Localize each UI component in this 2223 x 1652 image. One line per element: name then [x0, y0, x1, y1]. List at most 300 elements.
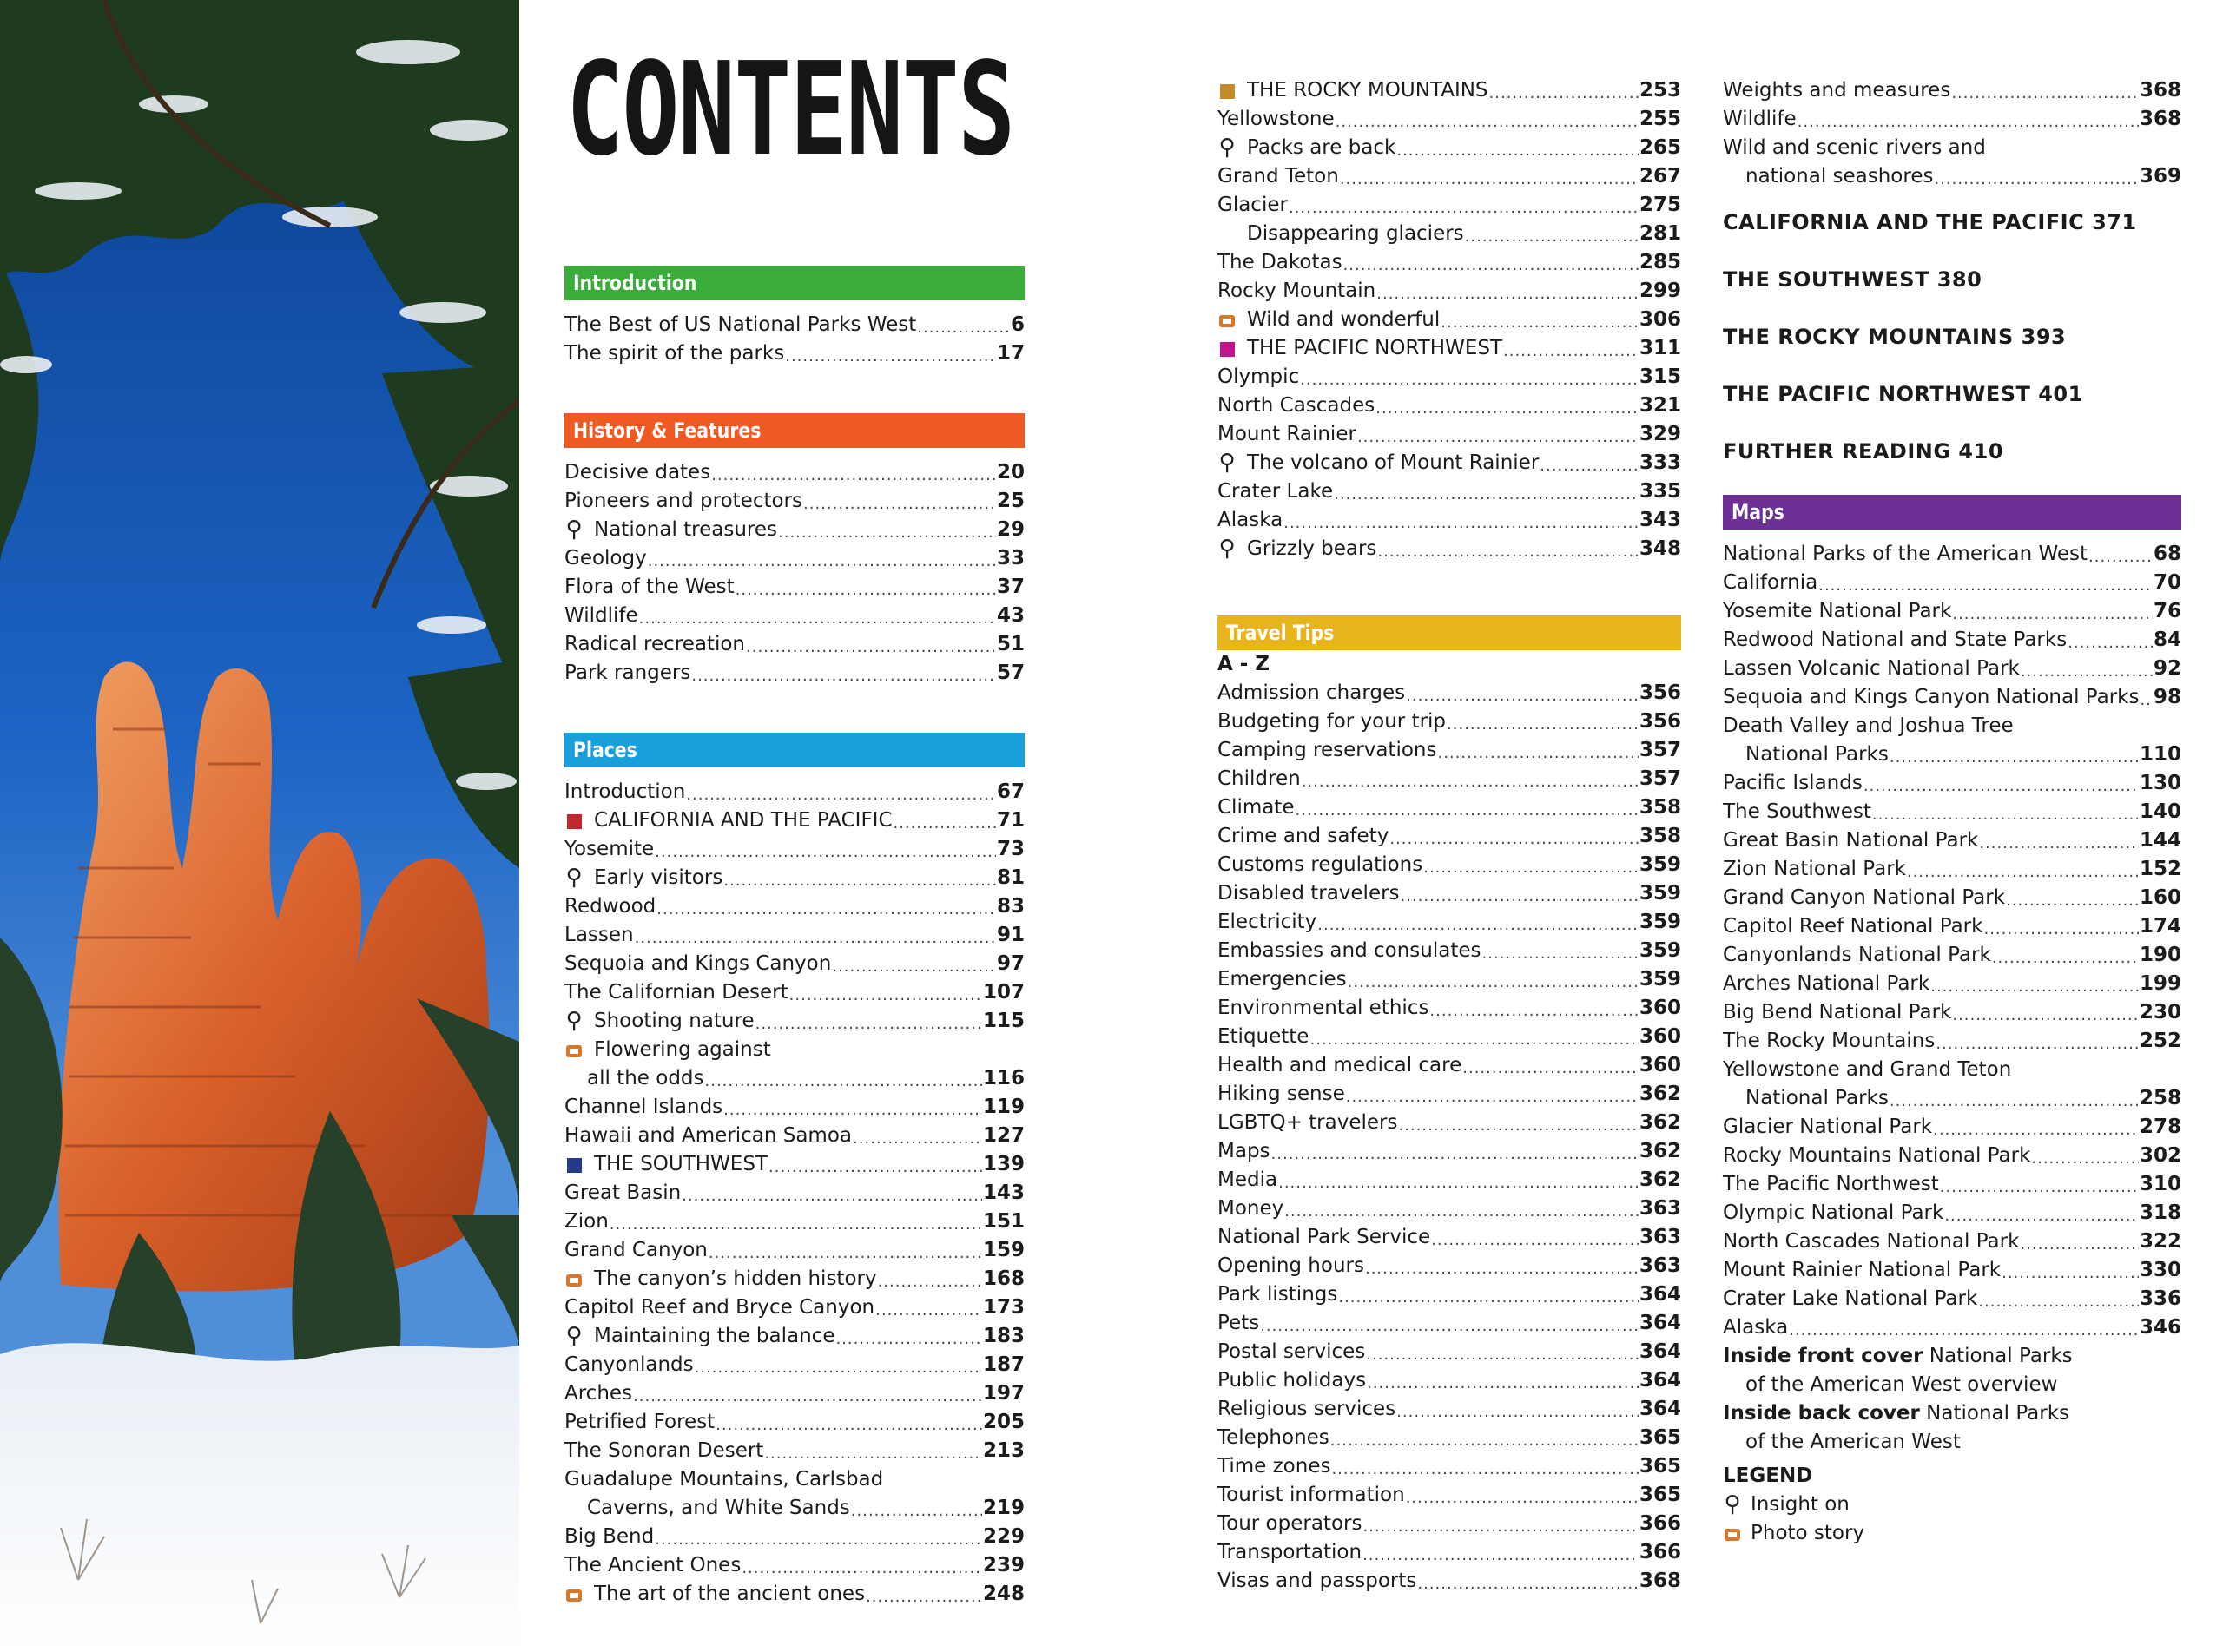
- toc-entry-title: Emergencies: [1217, 968, 1347, 991]
- toc-entry-title: Big Bend National Park: [1723, 1001, 1952, 1023]
- toc-entry[interactable]: [1217, 1510, 1681, 1538]
- toc-entry-page: 6: [1010, 313, 1025, 336]
- legend-item: [1723, 1491, 2181, 1519]
- toc-entry-title: National treasures: [594, 518, 778, 541]
- toc-entry[interactable]: [564, 950, 1025, 978]
- toc-entry-page: 369: [2139, 165, 2181, 188]
- dot-leader: [1362, 1516, 1639, 1538]
- toc-entry[interactable]: [1217, 477, 1681, 506]
- dot-leader: [1338, 1287, 1639, 1309]
- toc-entry[interactable]: [564, 1293, 1025, 1322]
- toc-entry[interactable]: [1723, 1027, 2181, 1056]
- region-square-icon: [1217, 334, 1237, 363]
- toc-entry[interactable]: [1217, 1252, 1681, 1280]
- toc-entry-title: Capitol Reef National Park: [1723, 915, 1983, 938]
- cover-map-label: Inside back cover: [1723, 1402, 1920, 1425]
- dot-leader: [1309, 1029, 1639, 1051]
- toc-entry-page: 83: [996, 895, 1025, 918]
- toc-entry-title: Arches: [564, 1382, 633, 1405]
- toc-entry-page: 17: [996, 342, 1025, 365]
- toc-entry-page: 160: [2139, 886, 2181, 909]
- toc-entry[interactable]: [1723, 683, 2181, 712]
- toc-entry-title: The canyon’s hidden history: [594, 1267, 877, 1290]
- toc-entry-page: 368: [2139, 79, 2181, 102]
- dot-leader: [1503, 340, 1639, 363]
- toc-entry-title: Zion National Park: [1723, 858, 1906, 880]
- toc-entry-title: Tour operators: [1217, 1512, 1362, 1535]
- toc-entry[interactable]: [1217, 1080, 1681, 1109]
- toc-entry[interactable]: [564, 1322, 1025, 1351]
- toc-entry[interactable]: [1217, 506, 1681, 535]
- toc-entry-title: Park listings: [1217, 1283, 1338, 1306]
- toc-entry[interactable]: [1217, 1452, 1681, 1481]
- toc-entry[interactable]: [1723, 1084, 2181, 1113]
- toc-entry-page: 364: [1639, 1398, 1681, 1420]
- toc-entry[interactable]: [564, 1379, 1025, 1408]
- toc-entry[interactable]: [1217, 679, 1681, 708]
- dot-leader: [1437, 742, 1639, 765]
- dot-leader: [691, 665, 996, 688]
- toc-entry-title: National Parks of the American West: [1723, 543, 2088, 565]
- dot-leader: [1284, 1201, 1639, 1223]
- toc-entry-title: Mount Rainier National Park: [1723, 1259, 2002, 1281]
- toc-entry-page: 321: [1639, 394, 1681, 417]
- toc-entry-page: 199: [2139, 972, 2181, 995]
- toc-entry[interactable]: [1217, 105, 1681, 134]
- toc-entry[interactable]: [564, 1007, 1025, 1036]
- toc-entry-page: 299: [1639, 280, 1681, 302]
- toc-entry[interactable]: [1723, 826, 2181, 855]
- toc-entry[interactable]: [1217, 1280, 1681, 1309]
- toc-entry-title: Wild and wonderful: [1247, 308, 1441, 331]
- dot-leader: [1863, 775, 2139, 798]
- toc-entry[interactable]: [1217, 1338, 1681, 1366]
- toc-entry[interactable]: [564, 806, 1025, 835]
- dot-leader: [1540, 455, 1639, 477]
- toc-entry-title: The Ancient Ones: [564, 1554, 742, 1576]
- cover-photo: [0, 0, 519, 1652]
- contents-column-2: [1217, 76, 1681, 1596]
- magnifier-icon: ⚲: [1218, 536, 1236, 562]
- toc-entry[interactable]: [1723, 162, 2181, 191]
- toc-entry-title: THE PACIFIC NORTHWEST: [1247, 337, 1503, 359]
- toc-entry-title: Maps: [1217, 1140, 1270, 1162]
- toc-entry[interactable]: [1217, 191, 1681, 220]
- toc-entry-title: Pacific Islands: [1723, 772, 1863, 794]
- toc-entry-title: Media: [1217, 1168, 1278, 1191]
- toc-entry[interactable]: [1217, 392, 1681, 420]
- toc-entry[interactable]: [564, 1036, 1025, 1064]
- cover-map-entry[interactable]: [1723, 1399, 2181, 1428]
- dot-leader: [716, 1414, 982, 1437]
- toc-entry[interactable]: [1723, 884, 2181, 912]
- toc-entry-title: Admission charges: [1217, 681, 1406, 704]
- toc-entry[interactable]: [1217, 1395, 1681, 1424]
- toc-entry-title: Rocky Mountains National Park: [1723, 1144, 2031, 1167]
- dot-leader: [1278, 1172, 1639, 1195]
- toc-entry-page: 311: [1639, 337, 1681, 359]
- toc-entry-title: national seashores: [1745, 165, 1934, 188]
- dot-leader: [1331, 1458, 1639, 1481]
- toc-entry[interactable]: [564, 1093, 1025, 1122]
- dot-leader: [1872, 804, 2139, 826]
- toc-entry[interactable]: [564, 544, 1025, 573]
- dot-leader: [1431, 1229, 1639, 1252]
- toc-entry-page: 173: [982, 1296, 1025, 1319]
- dot-leader: [1271, 1143, 1639, 1166]
- toc-entry-page: 281: [1639, 222, 1681, 245]
- dot-leader: [1423, 857, 1639, 879]
- cover-map-title: National Parks: [1923, 1345, 2073, 1367]
- dot-leader: [917, 317, 1010, 339]
- toc-entry[interactable]: [564, 573, 1025, 602]
- toc-entry-title: Great Basin: [564, 1181, 682, 1204]
- toc-entry[interactable]: [564, 1351, 1025, 1379]
- dot-leader: [894, 813, 996, 835]
- toc-entry-page: 335: [1639, 480, 1681, 503]
- magnifier-icon: ⚲: [1724, 1491, 1741, 1517]
- toc-entry-page: 329: [1639, 423, 1681, 445]
- toc-entry-title: Sequoia and Kings Canyon: [564, 952, 832, 975]
- toc-entry[interactable]: [564, 1494, 1025, 1523]
- toc-entry-page: 362: [1639, 1111, 1681, 1134]
- toc-entry[interactable]: [564, 835, 1025, 864]
- toc-entry[interactable]: [564, 659, 1025, 688]
- toc-entry[interactable]: [1217, 793, 1681, 822]
- toc-entry-title: CALIFORNIA AND THE PACIFIC: [594, 809, 893, 832]
- toc-entry[interactable]: [1217, 1567, 1681, 1596]
- toc-entry[interactable]: [564, 978, 1025, 1007]
- toc-entry[interactable]: [1723, 626, 2181, 655]
- toc-entry[interactable]: [564, 778, 1025, 806]
- dot-leader: [746, 636, 996, 659]
- toc-entry[interactable]: [1217, 1023, 1681, 1051]
- toc-entry[interactable]: [1217, 1366, 1681, 1395]
- toc-entry[interactable]: [1723, 970, 2181, 998]
- toc-entry-title: Hawaii and American Samoa: [564, 1124, 852, 1147]
- toc-entry-title: Wild and scenic rivers and: [1723, 136, 1986, 159]
- toc-entry-title: Embassies and consulates: [1217, 939, 1481, 962]
- toc-entry[interactable]: [1723, 1285, 2181, 1313]
- page-title: CONTENTS: [566, 35, 1014, 184]
- region-square-icon: [564, 1150, 584, 1179]
- toc-entry[interactable]: [1217, 1137, 1681, 1166]
- region-square-icon: [1217, 76, 1237, 105]
- toc-entry[interactable]: [1217, 937, 1681, 965]
- toc-entry[interactable]: [1217, 1109, 1681, 1137]
- toc-entry[interactable]: [1723, 1113, 2181, 1142]
- toc-entry[interactable]: [1723, 941, 2181, 970]
- toc-entry[interactable]: [564, 921, 1025, 950]
- cover-map-title: National Parks: [1919, 1402, 2070, 1425]
- toc-entry[interactable]: [1723, 105, 2181, 134]
- toc-entry-title: The Best of US National Parks West: [564, 313, 917, 336]
- toc-entry-page: 364: [1639, 1369, 1681, 1392]
- dot-leader: [1396, 1401, 1639, 1424]
- dot-leader: [832, 956, 996, 978]
- toc-entry[interactable]: [1723, 769, 2181, 798]
- toc-entry-page: 358: [1639, 796, 1681, 819]
- further-section-link[interactable]: THE ROCKY MOUNTAINS 393: [1723, 325, 2067, 349]
- toc-entry-page: 363: [1639, 1226, 1681, 1248]
- toc-entry[interactable]: [564, 1551, 1025, 1580]
- toc-entry-title: Maintaining the balance: [594, 1325, 835, 1347]
- toc-entry[interactable]: [1217, 363, 1681, 392]
- toc-entry-page: 362: [1639, 1140, 1681, 1162]
- toc-entry-title: Radical recreation: [564, 633, 745, 655]
- dot-leader: [1377, 541, 1639, 563]
- toc-entry-title: The Southwest: [1723, 800, 1871, 823]
- dot-leader: [1366, 1344, 1639, 1366]
- toc-entry-title: Olympic National Park: [1723, 1201, 1944, 1224]
- toc-entry[interactable]: [1217, 162, 1681, 191]
- toc-entry[interactable]: [1217, 334, 1681, 363]
- toc-entry-title: Geology: [564, 547, 647, 569]
- toc-entry[interactable]: [1217, 822, 1681, 851]
- dot-leader: [1367, 1372, 1639, 1395]
- toc-entry-page: 29: [996, 518, 1025, 541]
- further-section-link[interactable]: FURTHER READING 410: [1723, 439, 2004, 464]
- toc-entry-page: 357: [1639, 767, 1681, 790]
- toc-entry[interactable]: [1723, 76, 2181, 105]
- toc-entry[interactable]: [564, 630, 1025, 659]
- toc-entry[interactable]: [1217, 1309, 1681, 1338]
- toc-entry[interactable]: [564, 602, 1025, 630]
- toc-entry-page: 239: [982, 1554, 1025, 1576]
- toc-entry[interactable]: [564, 1064, 1025, 1093]
- section-gap: [564, 368, 1025, 413]
- dot-leader: [1389, 828, 1639, 851]
- toc-entry[interactable]: [1217, 994, 1681, 1023]
- toc-entry-page: 362: [1639, 1083, 1681, 1105]
- toc-entry[interactable]: [1217, 134, 1681, 162]
- toc-entry-page: 365: [1639, 1455, 1681, 1478]
- toc-entry-title: Canyonlands National Park: [1723, 944, 1991, 966]
- toc-entry[interactable]: [1217, 420, 1681, 449]
- toc-entry-page: 107: [982, 981, 1025, 1004]
- toc-entry-title: The Dakotas: [1217, 251, 1342, 273]
- toc-entry[interactable]: [1723, 1056, 2181, 1084]
- dot-leader: [1482, 943, 1639, 965]
- toc-entry[interactable]: [564, 864, 1025, 892]
- toc-entry-page: 91: [996, 924, 1025, 946]
- dot-leader: [1798, 111, 2139, 134]
- toc-entry[interactable]: [1217, 736, 1681, 765]
- toc-entry-title: Capitol Reef and Bryce Canyon: [564, 1296, 875, 1319]
- toc-entry[interactable]: [564, 1523, 1025, 1551]
- toc-entry-page: 255: [1639, 108, 1681, 130]
- toc-entry[interactable]: [1217, 1481, 1681, 1510]
- toc-entry[interactable]: [564, 1408, 1025, 1437]
- toc-entry[interactable]: [1723, 1170, 2181, 1199]
- toc-entry[interactable]: [564, 1580, 1025, 1609]
- toc-entry[interactable]: [564, 892, 1025, 921]
- toc-entry[interactable]: [1217, 851, 1681, 879]
- toc-entry[interactable]: [1217, 220, 1681, 248]
- toc-entry[interactable]: [1723, 740, 2181, 769]
- toc-entry[interactable]: [1217, 1424, 1681, 1452]
- toc-entry[interactable]: [1217, 76, 1681, 105]
- toc-entry[interactable]: [1217, 1051, 1681, 1080]
- toc-entry[interactable]: [1723, 655, 2181, 683]
- toc-entry[interactable]: [1217, 449, 1681, 477]
- toc-entry-title: Alaska: [1217, 509, 1283, 531]
- toc-entry-title: Time zones: [1217, 1455, 1331, 1478]
- toc-entry-page: 310: [2139, 1173, 2181, 1195]
- toc-entry-title: Visas and passports: [1217, 1570, 1417, 1592]
- toc-entry[interactable]: [1723, 798, 2181, 826]
- toc-entry[interactable]: [1723, 912, 2181, 941]
- toc-entry[interactable]: [1723, 1142, 2181, 1170]
- toc-entry-title: Glacier: [1217, 194, 1288, 216]
- dot-leader: [1343, 254, 1639, 277]
- further-section-link[interactable]: THE SOUTHWEST 380: [1723, 267, 1982, 292]
- toc-entry-page: 115: [982, 1010, 1025, 1032]
- toc-entry[interactable]: [1217, 908, 1681, 937]
- dot-leader: [1992, 947, 2139, 970]
- dot-leader: [1334, 484, 1639, 506]
- toc-entry[interactable]: [564, 339, 1025, 368]
- toc-entry-page: 364: [1639, 1312, 1681, 1334]
- toc-entry-page: 248: [982, 1583, 1025, 1605]
- toc-entry-page: 363: [1639, 1197, 1681, 1220]
- dot-leader: [1934, 168, 2139, 191]
- dot-leader: [695, 1357, 982, 1379]
- dot-leader: [1979, 833, 2139, 855]
- toc-entry[interactable]: [564, 1122, 1025, 1150]
- toc-entry[interactable]: [564, 516, 1025, 544]
- toc-entry[interactable]: [1217, 708, 1681, 736]
- toc-entry-page: 265: [1639, 136, 1681, 159]
- toc-entry-page: 365: [1639, 1484, 1681, 1506]
- toc-entry-title: Budgeting for your trip: [1217, 710, 1447, 733]
- toc-entry-title: Petrified Forest: [564, 1411, 716, 1433]
- dot-leader: [764, 1443, 982, 1465]
- toc-entry[interactable]: [1723, 1313, 2181, 1342]
- toc-entry[interactable]: [1217, 277, 1681, 306]
- toc-entry[interactable]: [1723, 597, 2181, 626]
- toc-entry[interactable]: [564, 458, 1025, 487]
- toc-entry-title: Wildlife: [1723, 108, 1797, 130]
- toc-entry[interactable]: [1217, 248, 1681, 277]
- toc-entry-title: Tourist information: [1217, 1484, 1405, 1506]
- toc-entry[interactable]: [1217, 1195, 1681, 1223]
- toc-entry-page: 333: [1639, 451, 1681, 474]
- toc-entry-title: Customs regulations: [1217, 853, 1423, 876]
- further-section-link[interactable]: CALIFORNIA AND THE PACIFIC 371: [1723, 210, 2137, 234]
- toc-entry[interactable]: [1217, 535, 1681, 563]
- dot-leader: [655, 841, 996, 864]
- toc-entry-page: 98: [2153, 686, 2181, 708]
- further-section-link[interactable]: THE PACIFIC NORTHWEST 401: [1723, 382, 2083, 406]
- toc-entry-page: 336: [2139, 1287, 2181, 1310]
- toc-entry[interactable]: [1217, 1166, 1681, 1195]
- dot-leader: [878, 1271, 982, 1293]
- toc-entry-page: 322: [2139, 1230, 2181, 1253]
- toc-entry[interactable]: [564, 1179, 1025, 1208]
- toc-entry-page: 365: [1639, 1426, 1681, 1449]
- toc-entry[interactable]: [1723, 712, 2181, 740]
- toc-entry-page: 359: [1639, 853, 1681, 876]
- toc-entry-page: 68: [2153, 543, 2181, 565]
- toc-entry-page: 71: [996, 809, 1025, 832]
- toc-entry[interactable]: [564, 1208, 1025, 1236]
- toc-entry-title: Redwood National and State Parks: [1723, 629, 2068, 651]
- toc-entry-title: Rocky Mountain: [1217, 280, 1376, 302]
- toc-entry[interactable]: [1217, 879, 1681, 908]
- toc-entry-page: 187: [982, 1353, 1025, 1376]
- legend-item: [1723, 1519, 2181, 1548]
- toc-entry-title: Flowering against: [594, 1038, 771, 1061]
- toc-entry[interactable]: [1723, 855, 2181, 884]
- toc-entry-title: Religious services: [1217, 1398, 1396, 1420]
- toc-entry-title: Death Valley and Joshua Tree: [1723, 714, 2014, 737]
- toc-entry-title: The Sonoran Desert: [564, 1439, 764, 1462]
- toc-entry[interactable]: [1217, 965, 1681, 994]
- toc-entry[interactable]: [564, 487, 1025, 516]
- toc-entry[interactable]: [1723, 1227, 2181, 1256]
- toc-entry[interactable]: [1723, 1199, 2181, 1227]
- toc-entry-page: 76: [2153, 600, 2181, 622]
- toc-entry-title: Environmental ethics: [1217, 997, 1429, 1019]
- toc-entry[interactable]: [564, 1265, 1025, 1293]
- camera-icon: [1723, 1519, 1742, 1548]
- toc-entry-page: 364: [1639, 1340, 1681, 1363]
- toc-entry[interactable]: [564, 1465, 1025, 1494]
- toc-entry[interactable]: [1723, 998, 2181, 1027]
- toc-entry-page: 253: [1639, 79, 1681, 102]
- toc-entry-page: 20: [996, 461, 1025, 484]
- dot-leader: [1336, 111, 1639, 134]
- dot-leader: [785, 346, 996, 368]
- toc-entry-page: 67: [996, 780, 1025, 803]
- toc-entry[interactable]: [564, 1437, 1025, 1465]
- toc-entry[interactable]: [564, 1236, 1025, 1265]
- toc-entry[interactable]: [1217, 1223, 1681, 1252]
- cover-map-entry[interactable]: [1723, 1342, 2181, 1371]
- toc-entry-title: Wildlife: [564, 604, 638, 627]
- toc-entry-page: 366: [1639, 1512, 1681, 1535]
- toc-entry[interactable]: [1723, 134, 2181, 162]
- toc-entry[interactable]: [564, 311, 1025, 339]
- toc-entry[interactable]: [564, 1150, 1025, 1179]
- dot-leader: [633, 1385, 982, 1408]
- dot-leader: [656, 898, 996, 921]
- dot-leader: [835, 1328, 982, 1351]
- toc-entry-page: 81: [996, 866, 1025, 889]
- toc-entry[interactable]: [1217, 1538, 1681, 1567]
- toc-entry[interactable]: [1217, 765, 1681, 793]
- toc-entry-title: The art of the ancient ones: [594, 1583, 866, 1605]
- toc-entry-title: LGBTQ+ travelers: [1217, 1111, 1398, 1134]
- toc-entry-page: 366: [1639, 1541, 1681, 1563]
- toc-entry-title: North Cascades National Park: [1723, 1230, 2020, 1253]
- toc-entry[interactable]: [1723, 1256, 2181, 1285]
- toc-entry[interactable]: [1723, 540, 2181, 569]
- toc-entry-title: The spirit of the parks: [564, 342, 785, 365]
- cover-map-entry-cont: [1723, 1371, 2181, 1399]
- dot-leader: [803, 493, 996, 516]
- toc-entry-page: 315: [1639, 365, 1681, 388]
- toc-entry[interactable]: [1723, 569, 2181, 597]
- toc-entry-page: 84: [2153, 629, 2181, 651]
- toc-entry-page: 252: [2139, 1030, 2181, 1052]
- toc-entry-page: 139: [982, 1153, 1025, 1175]
- dot-leader: [851, 1500, 982, 1523]
- toc-entry[interactable]: [1217, 306, 1681, 334]
- toc-entry-title: Pets: [1217, 1312, 1260, 1334]
- toc-entry-title: National Parks: [1745, 743, 1889, 766]
